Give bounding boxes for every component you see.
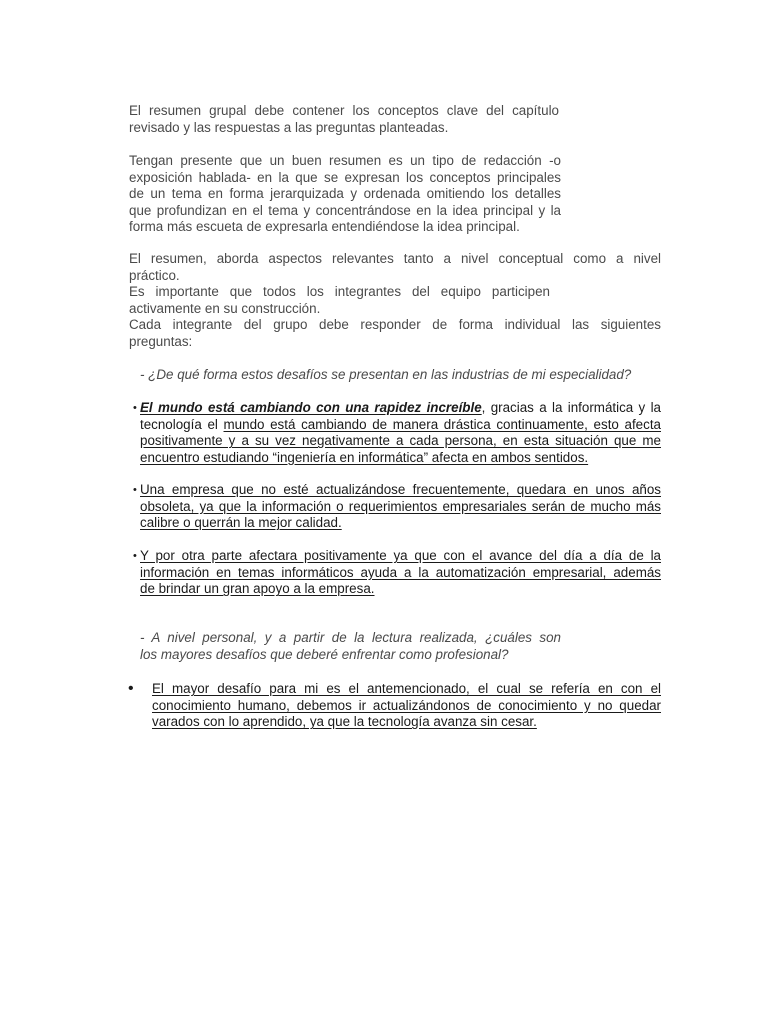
text-line: obsoleta, ya que la información o requerimientos empresariales serán de mucho más — [140, 498, 661, 514]
text-line: El mayor desafío para mi es el antemencionado, el cual se refería en con el — [152, 681, 661, 696]
bold-phrase: El mundo está cambiando con una rapidez increíble — [140, 400, 482, 415]
text-line: positivamente y a su vez negativamente a cada persona, en esta situación que me — [140, 433, 661, 449]
text-line: Una empresa que no esté actualizándose frecuentemente, quedara en unos años — [140, 482, 661, 497]
text-line: de brindar un gran apoyo a la empresa. — [140, 581, 375, 597]
text-line: que profundizan en el tema y concentrándose en la idea principal y la — [129, 202, 561, 218]
answer-1-item-2 — [140, 482, 661, 532]
text-line: conocimiento humano, debemos ir actualizándonos de conocimiento y no quedar — [152, 697, 661, 713]
text-line: Y por otra parte afectara positivamente ya que con el avance del día a día de la — [140, 548, 661, 563]
intro-paragraph-2 — [129, 153, 561, 236]
underlined-fragment: mundo está cambiando de manera drástica continuamente, esto afecta — [223, 416, 661, 432]
text-line: Es importante que todos los integrantes del equipo participen — [129, 284, 550, 300]
intro-paragraph-1 — [129, 103, 559, 136]
text-line: El resumen grupal debe contener los conceptos clave del capítulo — [129, 103, 559, 118]
text-line — [140, 400, 661, 417]
text-line: práctico. — [129, 267, 180, 283]
answer-1-item-3 — [140, 548, 661, 598]
question-text: - A nivel personal, y a partir de la lectura realizada, ¿cuáles son — [140, 630, 561, 645]
bullet-icon: • — [128, 680, 134, 697]
text-line: calibre o querrán la mejor calidad. — [140, 515, 342, 531]
text-line: preguntas: — [129, 333, 193, 349]
answer-2-item-1 — [152, 681, 661, 731]
text-line: exposición hablada- en la que se expresan los conceptos principales — [129, 169, 561, 185]
text-line: encuentro estudiando “ingeniería en informática” afecta en ambos sentidos. — [140, 449, 589, 465]
question-text: - ¿De qué forma estos desafíos se presentan en las industrias de mi especialidad? — [140, 367, 632, 382]
text-line: revisado y las respuestas a las preguntas planteadas. — [129, 119, 449, 135]
question-text: los mayores desafíos que deberé enfrentar como profesional? — [140, 646, 509, 662]
text-fragment: , gracias a la informática y la — [481, 400, 662, 415]
bullet-icon: • — [133, 550, 137, 562]
text-line: Cada integrante del grupo debe responder de forma individual las siguientes — [129, 317, 661, 333]
bullet-icon: • — [133, 484, 137, 496]
text-line: forma más escueta de expresarla entendiéndose la idea principal. — [129, 219, 520, 235]
text-line — [140, 417, 661, 434]
question-1 — [140, 367, 660, 384]
text-line: de un tema en forma jerarquizada y ordenada omitiendo los detalles — [129, 186, 561, 202]
text-line: activamente en su construcción. — [129, 300, 321, 316]
text-fragment: tecnología el — [140, 416, 224, 432]
question-2 — [140, 630, 561, 663]
answer-1-item-1 — [140, 400, 661, 466]
text-line: Tengan presente que un buen resumen es un tipo de redacción -o — [129, 153, 561, 168]
text-line: El resumen, aborda aspectos relevantes tanto a nivel conceptual como a nivel — [129, 251, 661, 266]
text-line: varados con lo aprendido, ya que la tecnología avanza sin cesar. — [152, 714, 537, 730]
bullet-icon: • — [133, 402, 137, 414]
intro-paragraph-3 — [129, 251, 661, 351]
text-line: información en temas informáticos ayuda a la automatización empresarial, además — [140, 564, 661, 580]
